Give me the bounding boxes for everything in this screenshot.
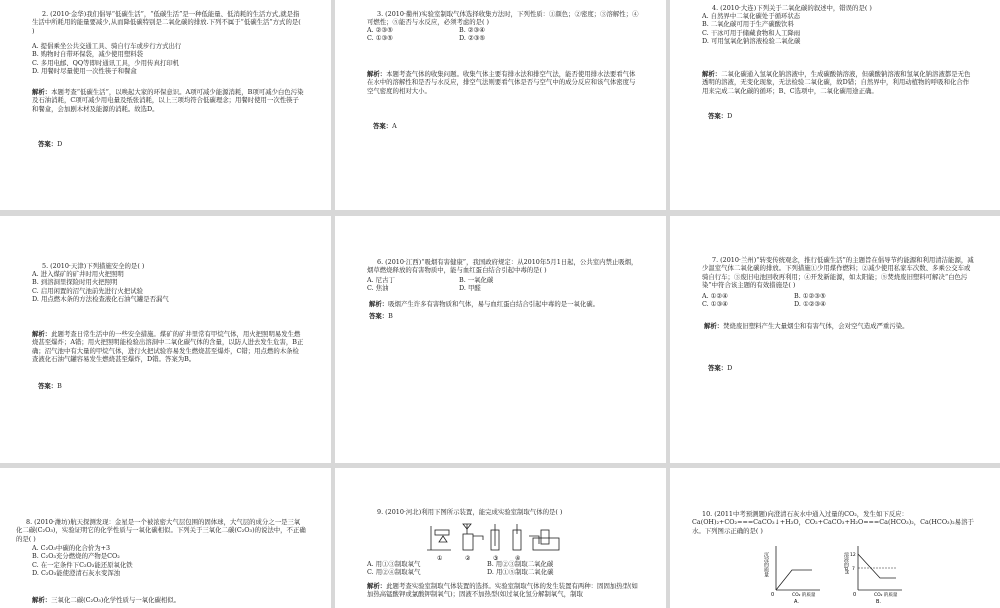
answer-label: 答案： [708,112,728,120]
solution [32,330,304,364]
option-c: C. ①③④ [702,300,728,309]
option-d: D. 用餐时尽量使用一次性筷子和餐盒 [32,67,137,76]
graph-a-xlabel: CO₂ 的质量 [792,593,816,598]
graph-a [763,546,820,604]
solution [702,70,974,95]
graph-b [843,546,902,604]
tube-5 [529,536,539,544]
answer-label: 答案： [373,122,393,130]
solution [367,582,639,599]
answer [708,364,732,372]
options-list [367,560,639,577]
answer-value: B [388,312,393,320]
option-b: B. 二氧化碳可用于生产碳酸饮料 [702,20,794,29]
options-list [32,270,304,304]
solution-text: 此题考查日常生活中的一些安全措施。煤矿的矿井里常有甲烷气体，用火把照明易发生燃烧甚至爆炸；A错；用火把照明能检验出溶洞中二氧化碳气体的含量，以防人进去发生危害，B正确；沼气池中有大量的甲烷气体，进行火把试验容易发生燃烧甚至爆炸，C错；用点燃的木条检查液化石油气罐容易发生燃烧甚至爆炸，D错。答案为B。 [32,330,304,364]
graph-figure [762,542,912,604]
solution-text: 本题考查气体的收集问题。收集气体主要有排水法和排空气法，能否使用排水法要看气体在水中的溶解性和是否与水反应，排空气法则要看气体是否与空气中的成分反应和该气体密度与空气密度的相对大小。 [367,70,636,95]
solution-label: 解析： [367,70,387,78]
answer-value: A [392,122,397,130]
answer-value: B [57,382,62,390]
burner [439,536,447,542]
options-list [32,544,304,578]
question-text: 2. (2010·金华)我们倡导“低碳生活”，“低碳生活”是一种低能量、低消耗的生活方式,就是指生活中所耗用的能量要减少,从而降低碳特别是二氧化碳的排放.下列不属于“低碳生活”方式的是( ) [32,10,301,35]
options-list [367,276,639,293]
slide-q7 [670,216,1000,463]
slide-q6 [335,216,666,463]
solution-text: 二氧化碳通入氢氧化钠溶液中，生成碳酸钠溶液，但碳酸钠溶液和氢氧化钠溶液都是无色透明的溶液，无变化现象，无法检验二氧化碳，故D错；自然界中，利用动植物的呼吸和化合作用来完成二氧化碳的循环；B、C选项中，二氧化碳用途正确。 [702,70,971,95]
solution-label: 解析： [704,322,724,330]
question-text: 5. (2010·天津)下列措施安全的是( ) [42,262,145,270]
solution-label: 解析： [32,88,52,96]
solution-text: 吸烟产生许多有害物质和气体，易与血红蛋白结合引起中毒的是一氧化碳。 [388,300,600,308]
option-a: A. 用①③制取氧气 [367,560,421,568]
answer [38,140,62,148]
graph-a-curve [776,570,812,590]
solution-label: 解析： [702,70,722,78]
slide-q9 [335,468,666,608]
solution-text: 三氧化二碳(C₂O₃)化学性质与一氧化碳相似。 [51,596,181,604]
graph-a-caption: A. [794,599,799,604]
slide-q8 [0,468,331,608]
option-d: D. 甲醛 [459,284,481,293]
slide-q3 [335,0,666,210]
option-c: C. 用②④制取氧气 [367,568,421,577]
apparatus-figure [423,520,571,562]
solution-text: 此题考查实验室制取气体装置的选择。实验室制取气体的发生装置有两种：固固加热型(如加热高锰酸钾或氯酸钾制氧气)；固液不加热型(如过氧化氢分解制氧气，制取 [367,582,638,599]
option-d: D. 可用氢氧化钠溶液检验二氧化碳 [702,37,801,46]
solution-label: 解析： [369,300,389,308]
solution [704,322,976,330]
solution [367,70,639,95]
answer [38,382,62,390]
options-list [702,292,974,309]
answer-label: 答案： [369,312,389,320]
answer [373,122,397,130]
option-d: D. ②③⑤ [459,34,486,43]
question-text: 9. (2010·河北)利用下图所示装置，能完成实验室制取气体的是( ) [377,508,563,516]
option-b: B. 到溶洞里探险时用火把照明 [32,278,118,287]
option-b: B. ②③④ [459,26,485,34]
graph-a-origin: 0 [771,592,775,598]
options-list [702,12,974,46]
question-text: 8. (2010·潍坊)航天探测发现：金星是一个被浓密大气层包围的固体球，大气层的成分之一是三氧化二碳(C₂O₃)，实验证明它的化学性质与一氧化碳相似。下列关于三氧化二碳(C₂O₃)的说法中，不正确的是( ) [16,518,306,543]
answer [369,312,393,320]
option-a: A. ①②④ [702,292,728,300]
question-text: 6. (2010·江西)“吸烟有害健康”，我国政府规定：从2010年5月1日起，公共室内禁止吸烟，烟草燃烧释放的有害物质中，能与血红蛋白结合引起中毒的是( ) [367,258,638,275]
option-a: A. C₂O₃中碳的化合价为+3 [32,544,111,552]
option-d: D. 用①⑤制取二氧化碳 [487,568,554,577]
solution [32,596,304,604]
answer-label: 答案： [708,364,728,372]
graph-a-ylabel: 沉淀的质量 [763,552,769,577]
option-b: B. ①②③⑤ [794,292,826,300]
solution-label: 解析： [32,330,52,338]
answer-value: D [727,364,733,372]
slide-q2 [0,0,331,210]
solution [32,88,304,113]
option-c: C. 干冰可用于储藏食物和人工降雨 [702,28,801,37]
answer [708,112,732,120]
graph-b-xlabel: CO₂ 的质量 [874,593,898,598]
graph-b-caption: B. [876,599,882,604]
test-tube [435,530,449,535]
solution [369,300,641,308]
option-d: D. ①②③④ [794,300,826,309]
solution-text: 焚烧废旧塑料产生大量烟尘和有害气体，会对空气造成严重污染。 [723,322,909,330]
options-list [367,26,639,43]
slide-q4 [670,0,1000,210]
option-d: D. C₂O₃能使澄清石灰水变浑浊 [32,569,121,578]
flask [463,534,473,550]
solution-label: 解析： [367,582,387,590]
option-b: B. 一氧化碳 [459,276,494,284]
option-a: A. 进入煤矿的矿井时用火把照明 [32,270,124,278]
option-a: A. 自然界中二氧化碳处于循环状态 [702,12,801,20]
answer-label: 答案： [38,140,58,148]
slide-q10 [670,468,1000,608]
graph-b-tick-12: 12 [850,553,856,558]
graph-b-origin: 0 [853,592,857,598]
question-text: 7. (2010·兰州)“转变传统观念，推行低碳生活”的主题旨在倡导节约能源和利用清洁能源，减少温室气体二氧化碳的排放。下列措施①少用煤作燃料；②减少使用私家车次数、多乘公交车或骑自行车；③废旧电池回收再利用；④开发新能源，如太阳能；⑤焚烧废旧塑料可解决“白色污染”中符合该主题的有效措施是( ) [702,256,974,290]
option-c: C. ①③⑤ [367,34,393,43]
figure-label-1: ① [437,555,443,562]
answer-label: 答案： [38,382,58,390]
delivery-tube [473,536,483,540]
solution-label: 解析： [32,596,52,604]
question-text: 4. (2010·大连)下列关于二氧化碳的叙述中，错误的是( ) [712,4,872,12]
graph-b-tick-7: 7 [852,567,855,572]
option-b: B. C₂O₃充分燃烧的产物是CO₂ [32,552,120,561]
question-text: 10. (2011中考预测题)向澄清石灰水中通入过量的CO₂，发生如下反应：Ca(OH)₂+CO₂===CaCO₃↓+H₂O，CO₂+CaCO₃+H₂O===Ca(HCO₃)₂，Ca(HCO₃)₂易溶于水。下列图示正确的是( ) [692,510,974,535]
figure-label-4: ④ [515,555,521,562]
option-b: B. 购物时自带环保袋，减少使用塑料袋 [32,50,144,59]
option-c: C. 焦油 [367,284,389,293]
option-d: D. 用点燃木条的方法检查液化石油气罐是否漏气 [32,295,169,304]
option-b: B. 用②③制取二氧化碳 [487,560,554,568]
figure-label-2: ② [465,555,471,562]
question-text: 3. (2010·衢州)实验室制取气体选择收集方法时，下列性质：①颜色；②密度；③溶解性；④可燃性；⑤能否与水反应，必须考虑的是( ) [367,10,639,27]
graph-b-ylabel: 溶液的pH [843,552,849,574]
option-a: A. 尼古丁 [367,276,395,284]
gas-jar-water [541,530,549,544]
option-c: C. 在一定条件下C₂O₃能还原氧化铁 [32,560,133,569]
answer-value: D [727,112,733,120]
solution-text: 本题考查“低碳生活”，以唤起大家的环保意识。A项可减少能源消耗，B项可减少白色污染及石油消耗，C项可减少用电量及纸张消耗，以上三项均符合低碳理念；用餐时使用一次性筷子和餐盒，会加剧木材及能源的消耗。故选D。 [32,88,304,113]
slide-q5 [0,216,331,463]
option-c: C. 启用闲置的沼气池前先进行火把试验 [32,286,143,295]
graph-b-curve [858,554,896,578]
option-a: A. ②③⑤ [367,26,393,34]
answer-value: D [57,140,63,148]
figure-label-3: ③ [493,555,499,562]
option-c: C. 多用电邮、QQ等即时通讯工具，少用传真打印机 [32,58,180,67]
options-list [32,42,304,76]
option-a: A. 提倡乘坐公共交通工具、骑自行车或步行方式出行 [32,42,182,50]
